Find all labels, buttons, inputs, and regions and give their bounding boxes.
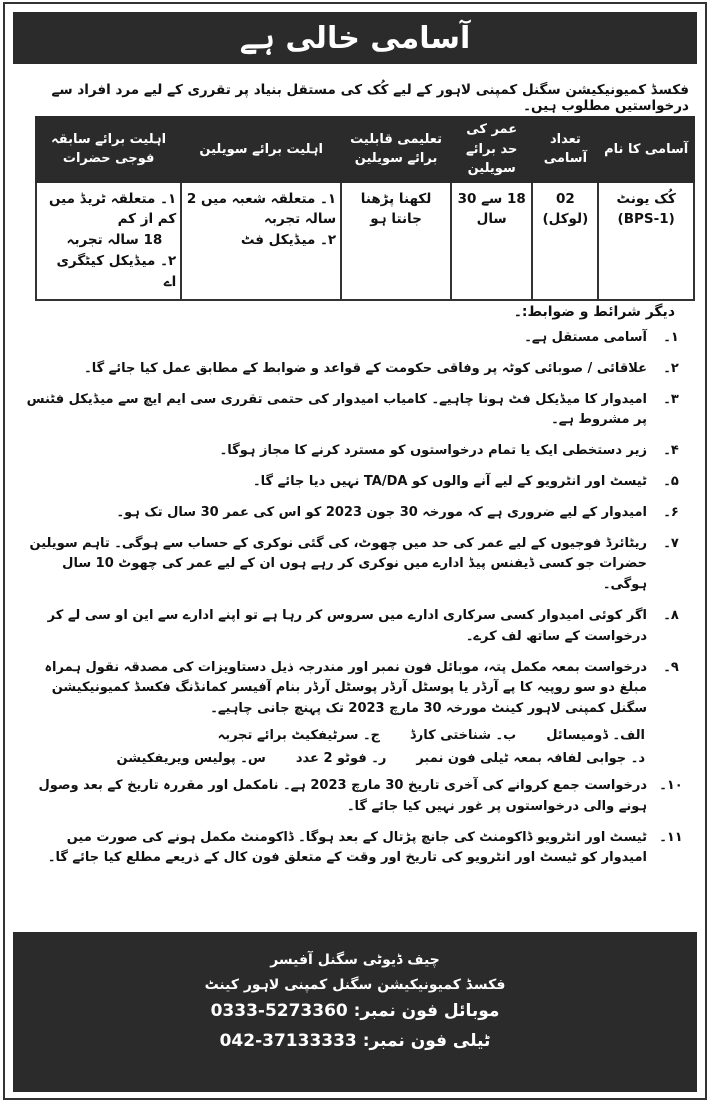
header-education: تعلیمی قابلیت برائے سویلین: [341, 117, 451, 182]
rule-number: ۴۔: [663, 443, 679, 459]
title-band: [13, 12, 697, 64]
phone-number: 042-37133333: [219, 1030, 357, 1051]
header-post: آسامی کا نام: [598, 117, 694, 182]
rule-number: ۵۔: [663, 473, 679, 489]
header-age: عمر کی حد برائے سویلین: [451, 117, 532, 182]
document-item: ر۔ فوٹو 2 عدد: [295, 750, 387, 766]
rule-number: ۱۱۔: [659, 829, 683, 845]
education-text: لکھنا پڑھنا جانتا ہو: [360, 190, 432, 228]
document-item: د۔ جوابی لفافہ بمعہ ٹیلی فون نمبر: [416, 750, 645, 766]
rules-list: [25, 328, 685, 869]
rule-number: ۶۔: [663, 504, 679, 520]
rule-number: ۷۔: [663, 535, 679, 551]
rule-text: ٹیسٹ اور انٹرویو کے لیے آنے والوں کو TA/DA نہیں دیا جائے گا۔: [253, 473, 647, 489]
job-advertisement: [3, 2, 707, 1100]
rule-number: ۲۔: [663, 360, 679, 376]
rule-item: [25, 359, 685, 380]
army-req-1: ۱۔ متعلقہ ٹریڈ میں کم از کم: [49, 190, 177, 228]
cell-post: [598, 182, 694, 301]
rule-number: ۱۔: [663, 330, 679, 345]
rule-number: ۱۰۔: [659, 777, 683, 793]
document-item: الف۔ ڈومیسائل: [546, 727, 645, 743]
civilian-req-2: ۲۔ میڈیکل فٹ: [240, 232, 337, 249]
phone-line: [13, 1027, 697, 1057]
rule-item: [25, 390, 685, 432]
rule-text: آسامی مستقل ہے۔: [524, 330, 647, 345]
age-unit: سال: [476, 211, 507, 228]
rule-item: [25, 658, 685, 720]
documents-row: [25, 751, 685, 766]
rule-item: [25, 472, 685, 493]
rule-text: امیدوار کے لیے ضروری ہے کہ مورخہ 30 جون 2023 کو اس کی عمر 30 سال تک ہو۔: [116, 504, 647, 520]
intro-text: فکسڈ کمیونیکیشن سگنل کمپنی لاہور کے لیے کُک کی مستقل بنیاد پر تقرری کے لیے مرد افراد سے درخواستیں مطلوب ہیں۔: [51, 82, 689, 114]
header-army: اہلیت برائے سابقہ فوجی حضرات: [36, 117, 181, 182]
rule-text: ریٹائرڈ فوجیوں کے لیے عمر کی حد میں چھوٹ، کی گئی نوکری کے حساب سے ہوگی۔ تاہم سویلین حضرات جو کسی ڈیفنس پیڈ ادارے میں نوکری کر رہے ہوں ان کے لیے عمر کی چھوٹ 10 سال ہوگی۔: [29, 535, 647, 593]
mobile-line: [13, 997, 697, 1027]
rules-heading: دیگر شرائط و ضوابط:۔: [513, 304, 675, 320]
rule-number: ۸۔: [663, 607, 679, 623]
rule-text: درخواست جمع کروانے کی آخری تاریخ 30 مارچ 2023 ہے۔ نامکمل اور مقررہ تاریخ کے بعد وصول ہونے والی درخواستوں پر غور نہیں کیا جائے گا۔: [38, 777, 647, 814]
footer-signature-block: [13, 932, 697, 1092]
post-scale: (BPS-1): [617, 211, 675, 228]
mobile-number: 0333-5273360: [210, 1001, 348, 1021]
post-quota: (لوکل): [542, 211, 589, 228]
rule-text: امیدوار کا میڈیکل فٹ ہونا چاہیے۔ کامیاب امیدوار کی حتمی تقرری سی ایم ایچ سے میڈیکل فٹنس پر مشروط ہے۔: [26, 391, 647, 428]
army-req-2: 18 سالہ تجربہ: [66, 232, 163, 249]
rule-item: [25, 441, 685, 462]
documents-row: [25, 728, 685, 743]
rule-item: [25, 534, 685, 596]
rule-text: ٹیسٹ اور انٹرویو ڈاکومنٹ کی جانچ پڑتال کے بعد ہوگا۔ ڈاکومنٹ مکمل ہونے کی صورت میں امیدوار کو ٹیسٹ اور انٹرویو کی تاریخ اور وقت کے متعلق فون کال کے ذریعے مطلع کیا جائے گا۔: [47, 829, 647, 866]
rule-item: [25, 503, 685, 524]
army-req-3: ۲۔ میڈیکل کیٹگری اے: [56, 253, 177, 291]
post-count: 02: [555, 190, 575, 207]
cell-age: [451, 182, 532, 301]
rule-number: ۹۔: [663, 659, 679, 675]
civilian-req-1: ۱۔ متعلقہ شعبہ میں 2 سالہ تجربہ: [186, 190, 337, 228]
cell-army: [36, 182, 181, 301]
vacancy-table: [35, 116, 695, 301]
rule-item: [25, 828, 685, 870]
phone-label: ٹیلی فون نمبر:: [362, 1030, 491, 1051]
cell-education: [341, 182, 451, 301]
table-header-row: [36, 117, 694, 182]
cell-civilian: [181, 182, 341, 301]
header-civilian: اہلیت برائے سویلین: [181, 117, 341, 182]
rule-text: درخواست بمعہ مکمل پتہ، موبائل فون نمبر اور مندرجہ ذیل دستاویزات کی مصدقہ نقول ہمراہ مبلغ دو سو روپیہ کا پے آرڈر یا پوسٹل آرڈر پوسٹل آرڈر بنام آفیسر کمانڈنگ فکسڈ کمیونیکیشن سگنل کمپنی لاہور کینٹ مورخہ 30 مارچ 2023 تک پہنچ جانی چاہیے۔: [44, 659, 647, 717]
rule-item: [25, 776, 685, 818]
rule-text: علاقائی / صوبائی کوٹہ پر وفاقی حکومت کے قواعد و ضوابط کے مطابق عمل کیا جائے گا۔: [84, 360, 647, 376]
table-row: [36, 182, 694, 301]
page-title: آسامی خالی ہے: [239, 20, 471, 56]
rule-item: [25, 606, 685, 648]
rule-number: ۳۔: [663, 391, 679, 407]
mobile-label: موبائل فون نمبر:: [353, 1001, 500, 1021]
document-item: ج۔ سرٹیفکیٹ برائے تجربہ: [217, 727, 380, 743]
document-item: ب۔ شناختی کارڈ: [409, 727, 517, 743]
signatory-unit: فکسڈ کمیونیکیشن سگنل کمپنی لاہور کینٹ: [204, 976, 506, 993]
signatory-title: چیف ڈیوٹی سگنل آفیسر: [270, 952, 440, 968]
header-count: تعداد آسامی: [532, 117, 598, 182]
rule-item: [25, 328, 685, 349]
rule-text: زیر دستخطی ایک یا تمام درخواستوں کو مسترد کرنے کا مجاز ہوگا۔: [219, 443, 647, 459]
post-name: کُک یونٹ: [616, 190, 676, 207]
cell-count: [532, 182, 598, 301]
rule-text: اگر کوئی امیدوار کسی سرکاری ادارے میں سروس کر رہا ہے تو اپنے ادارے سے این او سی لے کر درخواست کے ساتھ لف کرے۔: [47, 607, 647, 644]
document-item: س۔ پولیس ویریفکیشن: [116, 750, 266, 766]
age-range: 18 سے 30: [457, 190, 526, 207]
